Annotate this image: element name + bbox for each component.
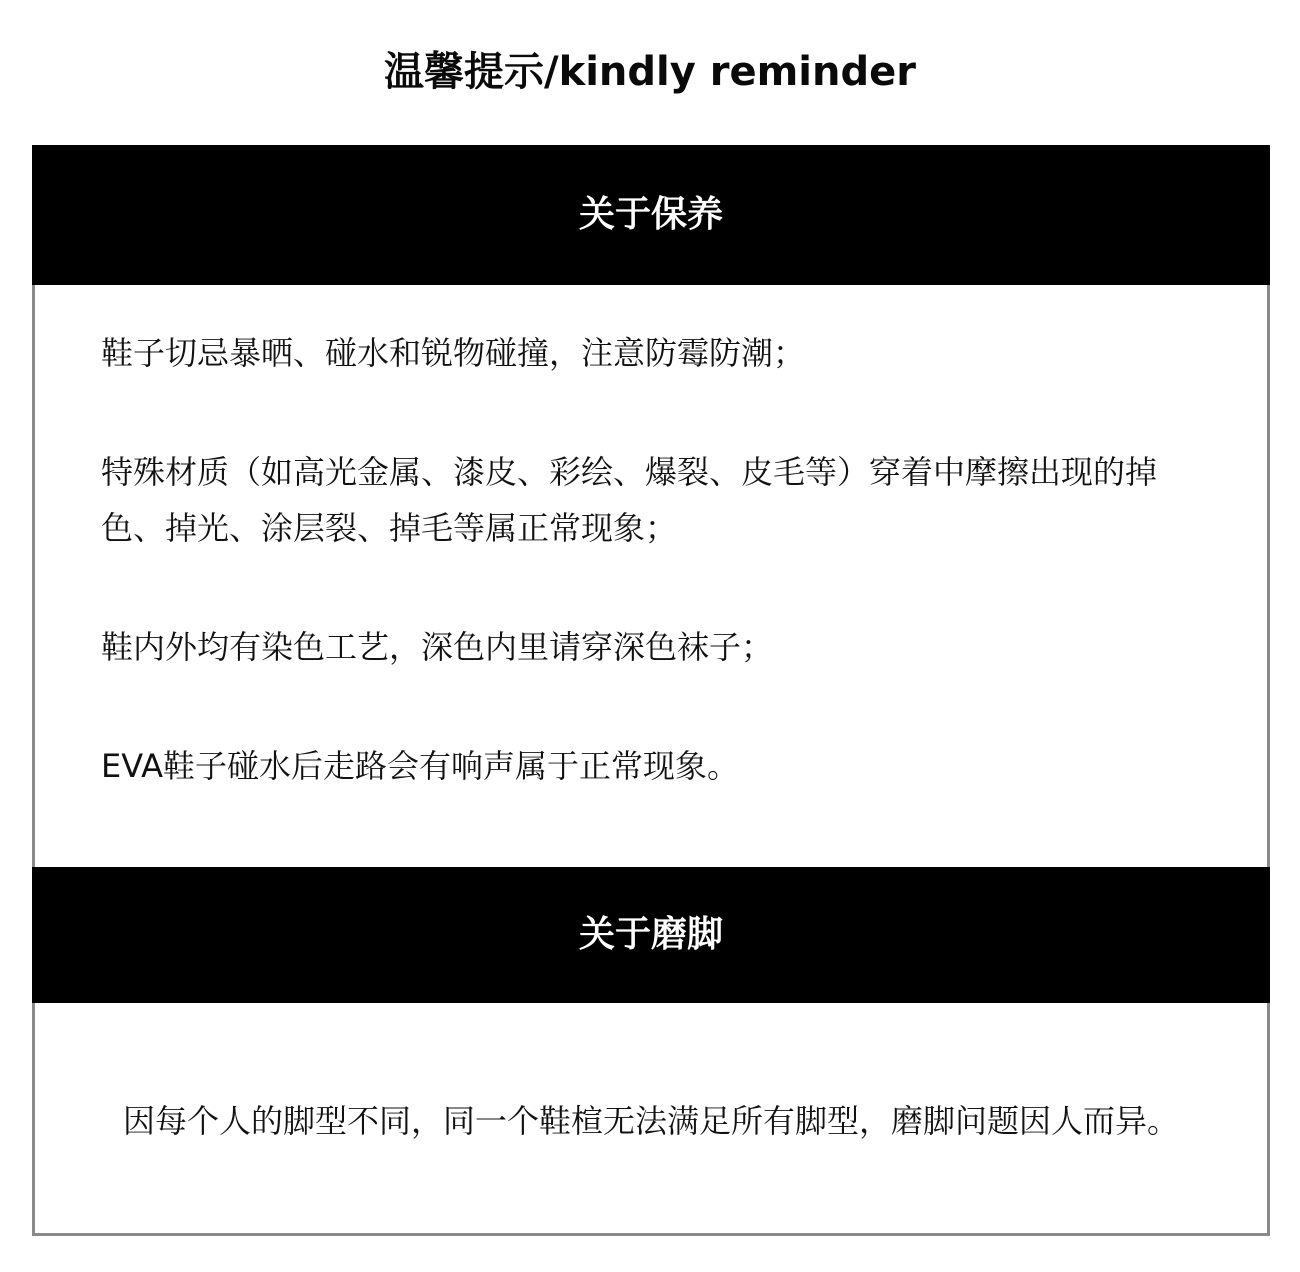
blister-section-header: 关于磨脚 bbox=[32, 867, 1270, 1003]
reminder-panel bbox=[32, 145, 1270, 1236]
care-item-dye-lining: 鞋内外均有染色工艺，深色内里请穿深色袜子； bbox=[101, 628, 774, 666]
care-item-special-materials: 特殊材质（如高光金属、漆皮、彩绘、爆裂、皮毛等）穿着中摩擦出现的掉色、掉光、涂层裂、掉毛等属正常现象； bbox=[101, 453, 1158, 547]
care-item-sun-water: 鞋子切忌暴晒、碰水和锐物碰撞，注意防霉防潮； bbox=[101, 334, 806, 372]
care-item-eva-noise: EVA鞋子碰水后走路会有响声属于正常现象。 bbox=[101, 747, 739, 785]
care-section-header: 关于保养 bbox=[32, 145, 1270, 285]
care-section-body bbox=[101, 325, 1211, 794]
page-title: 温馨提示/kindly reminder bbox=[384, 49, 916, 95]
blister-section-text: 因每个人的脚型不同，同一个鞋楦无法满足所有脚型，磨脚问题因人而异。 bbox=[122, 1102, 1179, 1140]
